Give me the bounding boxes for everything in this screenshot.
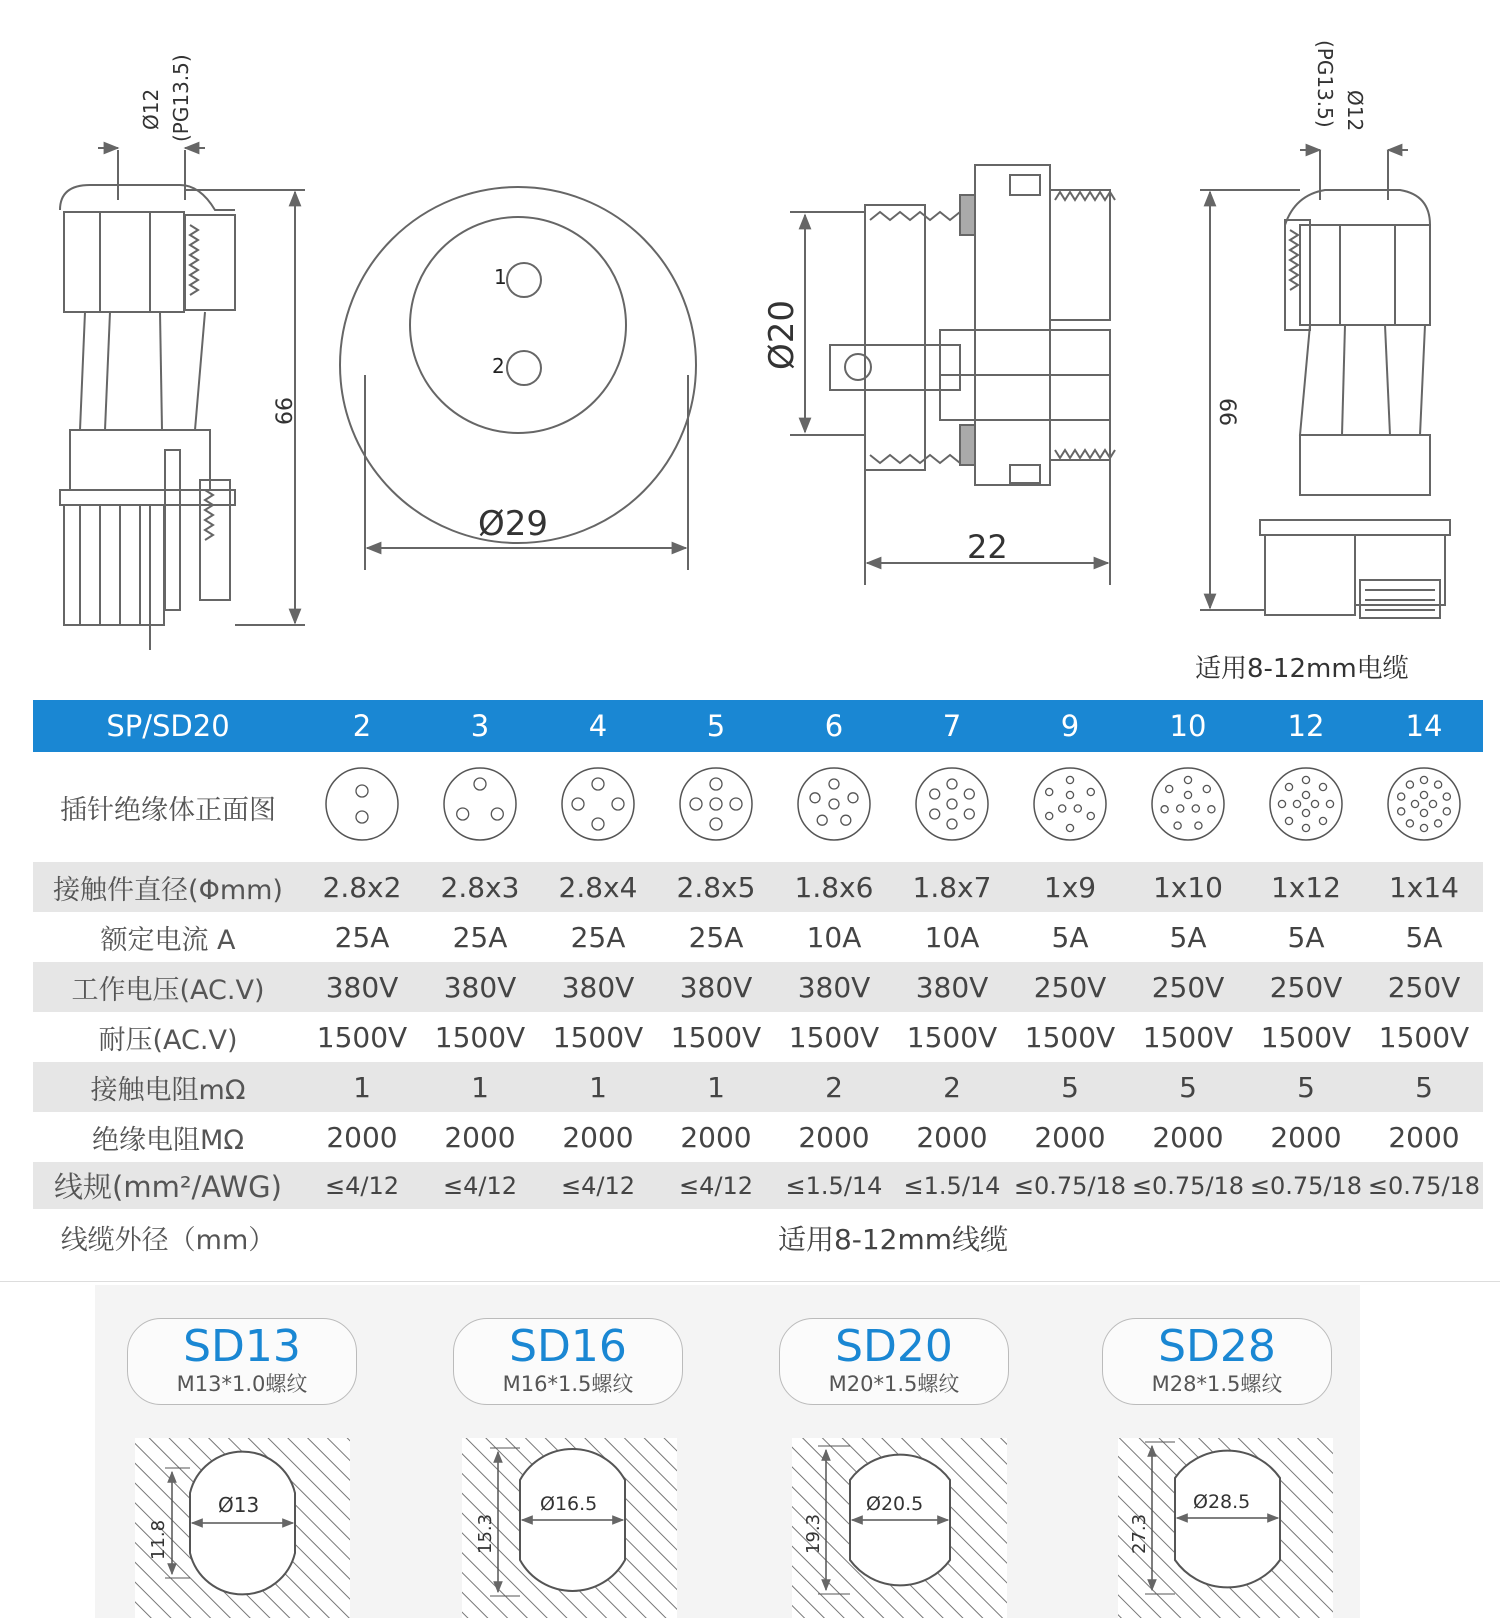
table-cell: 2000 <box>798 1120 870 1154</box>
table-cell: 2.8x2 <box>303 862 421 912</box>
pin-layout-icon <box>558 764 638 844</box>
cutout-flat-label: 15.3 <box>475 1513 496 1554</box>
header-pin-count: 6 <box>775 700 893 752</box>
table-cell: 2000 <box>916 1120 988 1154</box>
table-cell: ≤1.5/14 <box>775 1162 893 1209</box>
table-cell: 380V <box>893 962 1011 1012</box>
thread-spec: M13*1.0螺纹 <box>176 1372 308 1396</box>
insulator-outline <box>1034 768 1106 840</box>
table-cell: 25A <box>452 920 508 954</box>
cutout-hole-label: Ø20.5 <box>866 1493 924 1515</box>
insulator-outline <box>326 768 398 840</box>
pin-layout-row <box>33 752 1483 862</box>
table-cell: ≤1.5/14 <box>893 1162 1011 1209</box>
cutout-hole-label: Ø28.5 <box>1193 1491 1251 1513</box>
table-cell: 2.8x4 <box>539 862 657 912</box>
table-cell: 2000 <box>1388 1120 1460 1154</box>
table-cell: 2000 <box>326 1120 398 1154</box>
insulator-outline <box>680 768 752 840</box>
table-cell: 2000 <box>562 1120 634 1154</box>
header-pin-count: 9 <box>1011 700 1129 752</box>
left-thread-label: (PG13.5) <box>169 54 193 142</box>
table-cell: 2000 <box>1152 1120 1224 1154</box>
table-cell: 2000 <box>680 1120 752 1154</box>
table-cell: 1500V <box>1142 1020 1234 1054</box>
pin-layout-cell <box>421 752 539 862</box>
cutout-hole-label: Ø13 <box>218 1493 260 1517</box>
table-cell: ≤4/12 <box>421 1162 539 1209</box>
table-cell: 25A <box>334 920 390 954</box>
table-cell: 1500V <box>552 1020 644 1054</box>
pin-layout-icon <box>1030 764 1110 844</box>
table-cell: 380V <box>657 962 775 1012</box>
pin-layout-icon <box>676 764 756 844</box>
thread-card-sd20 <box>779 1318 1009 1405</box>
side-length-label: 22 <box>967 528 1008 566</box>
table-cell: 5A <box>1051 920 1089 954</box>
table-header-row <box>33 700 1483 752</box>
table-cell: 1 <box>421 1062 539 1112</box>
pin-layout-icon <box>1266 764 1346 844</box>
table-cell: 380V <box>775 962 893 1012</box>
row-label: 线缆外径（mm） <box>60 1225 276 1256</box>
table-cell: 5A <box>1405 920 1443 954</box>
pin-layout-icon <box>912 764 992 844</box>
row-label: 接触电阻mΩ <box>33 1062 303 1112</box>
table-row <box>33 912 1483 962</box>
table-row <box>33 862 1483 912</box>
pin-1-label: 1 <box>494 265 507 289</box>
pin-layout-icon <box>794 764 874 844</box>
table-cell: 2.8x5 <box>657 862 775 912</box>
header-pin-count: 14 <box>1365 700 1483 752</box>
table-cell: 10A <box>806 920 862 954</box>
cutout-sd28 <box>1118 1438 1333 1618</box>
table-cell: 1500V <box>670 1020 762 1054</box>
table-cell: 1500V <box>316 1020 408 1054</box>
table-cell: 5 <box>1129 1062 1247 1112</box>
header-pin-count: 10 <box>1129 700 1247 752</box>
left-height-label: 66 <box>273 397 298 425</box>
table-cell: 2000 <box>1270 1120 1342 1154</box>
section-divider <box>0 1281 1500 1282</box>
row-label: 线规(mm²/AWG) <box>33 1162 303 1209</box>
table-cell: 10A <box>924 920 980 954</box>
thread-spec: M28*1.5螺纹 <box>1151 1372 1283 1396</box>
table-cell: 25A <box>570 920 626 954</box>
row-label: 额定电流 A <box>100 924 236 956</box>
table-cell: 1x14 <box>1365 862 1483 912</box>
pin-layout-icon <box>440 764 520 844</box>
table-cell: ≤0.75/18 <box>1011 1162 1129 1209</box>
pin-layout-cell <box>1011 752 1129 862</box>
cutout-flat-label: 11.8 <box>148 1519 169 1560</box>
face-diameter-label: Ø29 <box>478 504 549 544</box>
table-cell: 1500V <box>1378 1020 1470 1054</box>
table-cell: 5A <box>1169 920 1207 954</box>
table-cell: 1.8x6 <box>775 862 893 912</box>
table-cell: 250V <box>1365 962 1483 1012</box>
table-row <box>33 1162 1483 1209</box>
left-outer-diameter-label: Ø12 <box>139 88 163 130</box>
header-label: SP/SD20 <box>33 700 303 752</box>
table-cell: 250V <box>1247 962 1365 1012</box>
table-cell: 1500V <box>434 1020 526 1054</box>
table-cell: 2 <box>893 1062 1011 1112</box>
row-label: 工作电压(AC.V) <box>33 962 303 1012</box>
table-cell: 380V <box>421 962 539 1012</box>
table-cell: 2000 <box>1034 1120 1106 1154</box>
table-cell: 5 <box>1247 1062 1365 1112</box>
panel-cutout-drawings <box>0 1428 1500 1618</box>
insulator-outline <box>562 768 634 840</box>
row-label: 接触件直径(Φmm) <box>33 862 303 912</box>
thread-card-sd28 <box>1102 1318 1332 1405</box>
header-pin-count: 3 <box>421 700 539 752</box>
technical-drawings <box>0 0 1500 700</box>
table-cell: 380V <box>539 962 657 1012</box>
table-cell: ≤0.75/18 <box>1247 1162 1365 1209</box>
table-cell: 1 <box>303 1062 421 1112</box>
table-row <box>33 1012 1483 1062</box>
cable-row <box>33 1209 1483 1266</box>
table-cell: 5 <box>1011 1062 1129 1112</box>
cutout-hole-label: Ø16.5 <box>540 1493 598 1515</box>
pin-layout-cell <box>657 752 775 862</box>
insulator-outline <box>1270 768 1342 840</box>
pin-layout-icon <box>322 764 402 844</box>
cable-value: 适用8-12mm线缆 <box>777 1222 1009 1256</box>
pin-layout-icon <box>1148 764 1228 844</box>
right-outer-diameter-label: Ø12 <box>1343 90 1367 132</box>
side-diameter-label: Ø20 <box>762 299 802 370</box>
right-thread-label: (PG13.5) <box>1313 40 1337 128</box>
pin-layout-cell <box>775 752 893 862</box>
table-cell: ≤4/12 <box>303 1162 421 1209</box>
table-cell: 380V <box>303 962 421 1012</box>
pin-layout-cell <box>1365 752 1483 862</box>
table-cell: ≤0.75/18 <box>1365 1162 1483 1209</box>
row-label: 绝缘电阻MΩ <box>92 1124 244 1156</box>
table-cell: 1x9 <box>1011 862 1129 912</box>
table-cell: 1500V <box>906 1020 998 1054</box>
cutout-sd13 <box>135 1438 350 1618</box>
insulator-outline <box>444 768 516 840</box>
table-cell: 2000 <box>444 1120 516 1154</box>
table-cell: ≤0.75/18 <box>1129 1162 1247 1209</box>
pin-layout-cell <box>1129 752 1247 862</box>
thread-name: SD13 <box>183 1321 301 1372</box>
table-cell: 2.8x3 <box>421 862 539 912</box>
header-pin-count: 5 <box>657 700 775 752</box>
cutout-sd16 <box>462 1438 677 1618</box>
pin-layout-cell <box>303 752 421 862</box>
pin-2-label: 2 <box>492 354 505 378</box>
row-label: 耐压(AC.V) <box>98 1024 238 1056</box>
table-cell: 5 <box>1365 1062 1483 1112</box>
cutout-flat-label: 19.3 <box>803 1513 824 1554</box>
header-pin-count: 7 <box>893 700 1011 752</box>
table-cell: 1.8x7 <box>893 862 1011 912</box>
pin-layout-cell <box>1247 752 1365 862</box>
insulator-outline <box>1388 768 1460 840</box>
cutout-flat-label: 27.3 <box>1129 1513 1150 1554</box>
table-cell: 5A <box>1287 920 1325 954</box>
table-row <box>33 1062 1483 1112</box>
row-label: 插针绝缘体正面图 <box>60 794 276 826</box>
thread-name: SD16 <box>509 1321 627 1372</box>
thread-card-sd13 <box>127 1318 357 1405</box>
right-plug-drawing <box>1200 150 1450 618</box>
table-cell: 1x10 <box>1129 862 1247 912</box>
header-pin-count: 2 <box>303 700 421 752</box>
pin-layout-icon <box>1384 764 1464 844</box>
header-pin-count: 4 <box>539 700 657 752</box>
table-row <box>33 1112 1483 1162</box>
table-cell: 250V <box>1011 962 1129 1012</box>
thread-name: SD28 <box>1158 1321 1276 1372</box>
table-cell: 25A <box>688 920 744 954</box>
thread-name: SD20 <box>835 1321 953 1372</box>
table-cell: 2 <box>775 1062 893 1112</box>
pin-layout-cell <box>539 752 657 862</box>
spec-table <box>33 700 1483 1266</box>
table-cell: 1 <box>539 1062 657 1112</box>
thread-spec: M20*1.5螺纹 <box>828 1372 960 1396</box>
left-plug-drawing <box>60 148 305 650</box>
side-section-drawing <box>790 165 1115 585</box>
table-cell: ≤4/12 <box>539 1162 657 1209</box>
pin-layout-cell <box>893 752 1011 862</box>
table-cell: 1 <box>657 1062 775 1112</box>
insulator-outline <box>1152 768 1224 840</box>
table-cell: 1500V <box>788 1020 880 1054</box>
cutout-sd20 <box>792 1438 1007 1618</box>
thread-spec: M16*1.5螺纹 <box>502 1372 634 1396</box>
table-cell: 1x12 <box>1247 862 1365 912</box>
table-cell: 1500V <box>1024 1020 1116 1054</box>
table-cell: ≤4/12 <box>657 1162 775 1209</box>
cable-note: 适用8-12mm电缆 <box>1195 654 1409 684</box>
table-row <box>33 962 1483 1012</box>
table-cell: 1500V <box>1260 1020 1352 1054</box>
right-height-label: 66 <box>1214 398 1239 426</box>
table-cell: 250V <box>1129 962 1247 1012</box>
thread-card-sd16 <box>453 1318 683 1405</box>
header-pin-count: 12 <box>1247 700 1365 752</box>
